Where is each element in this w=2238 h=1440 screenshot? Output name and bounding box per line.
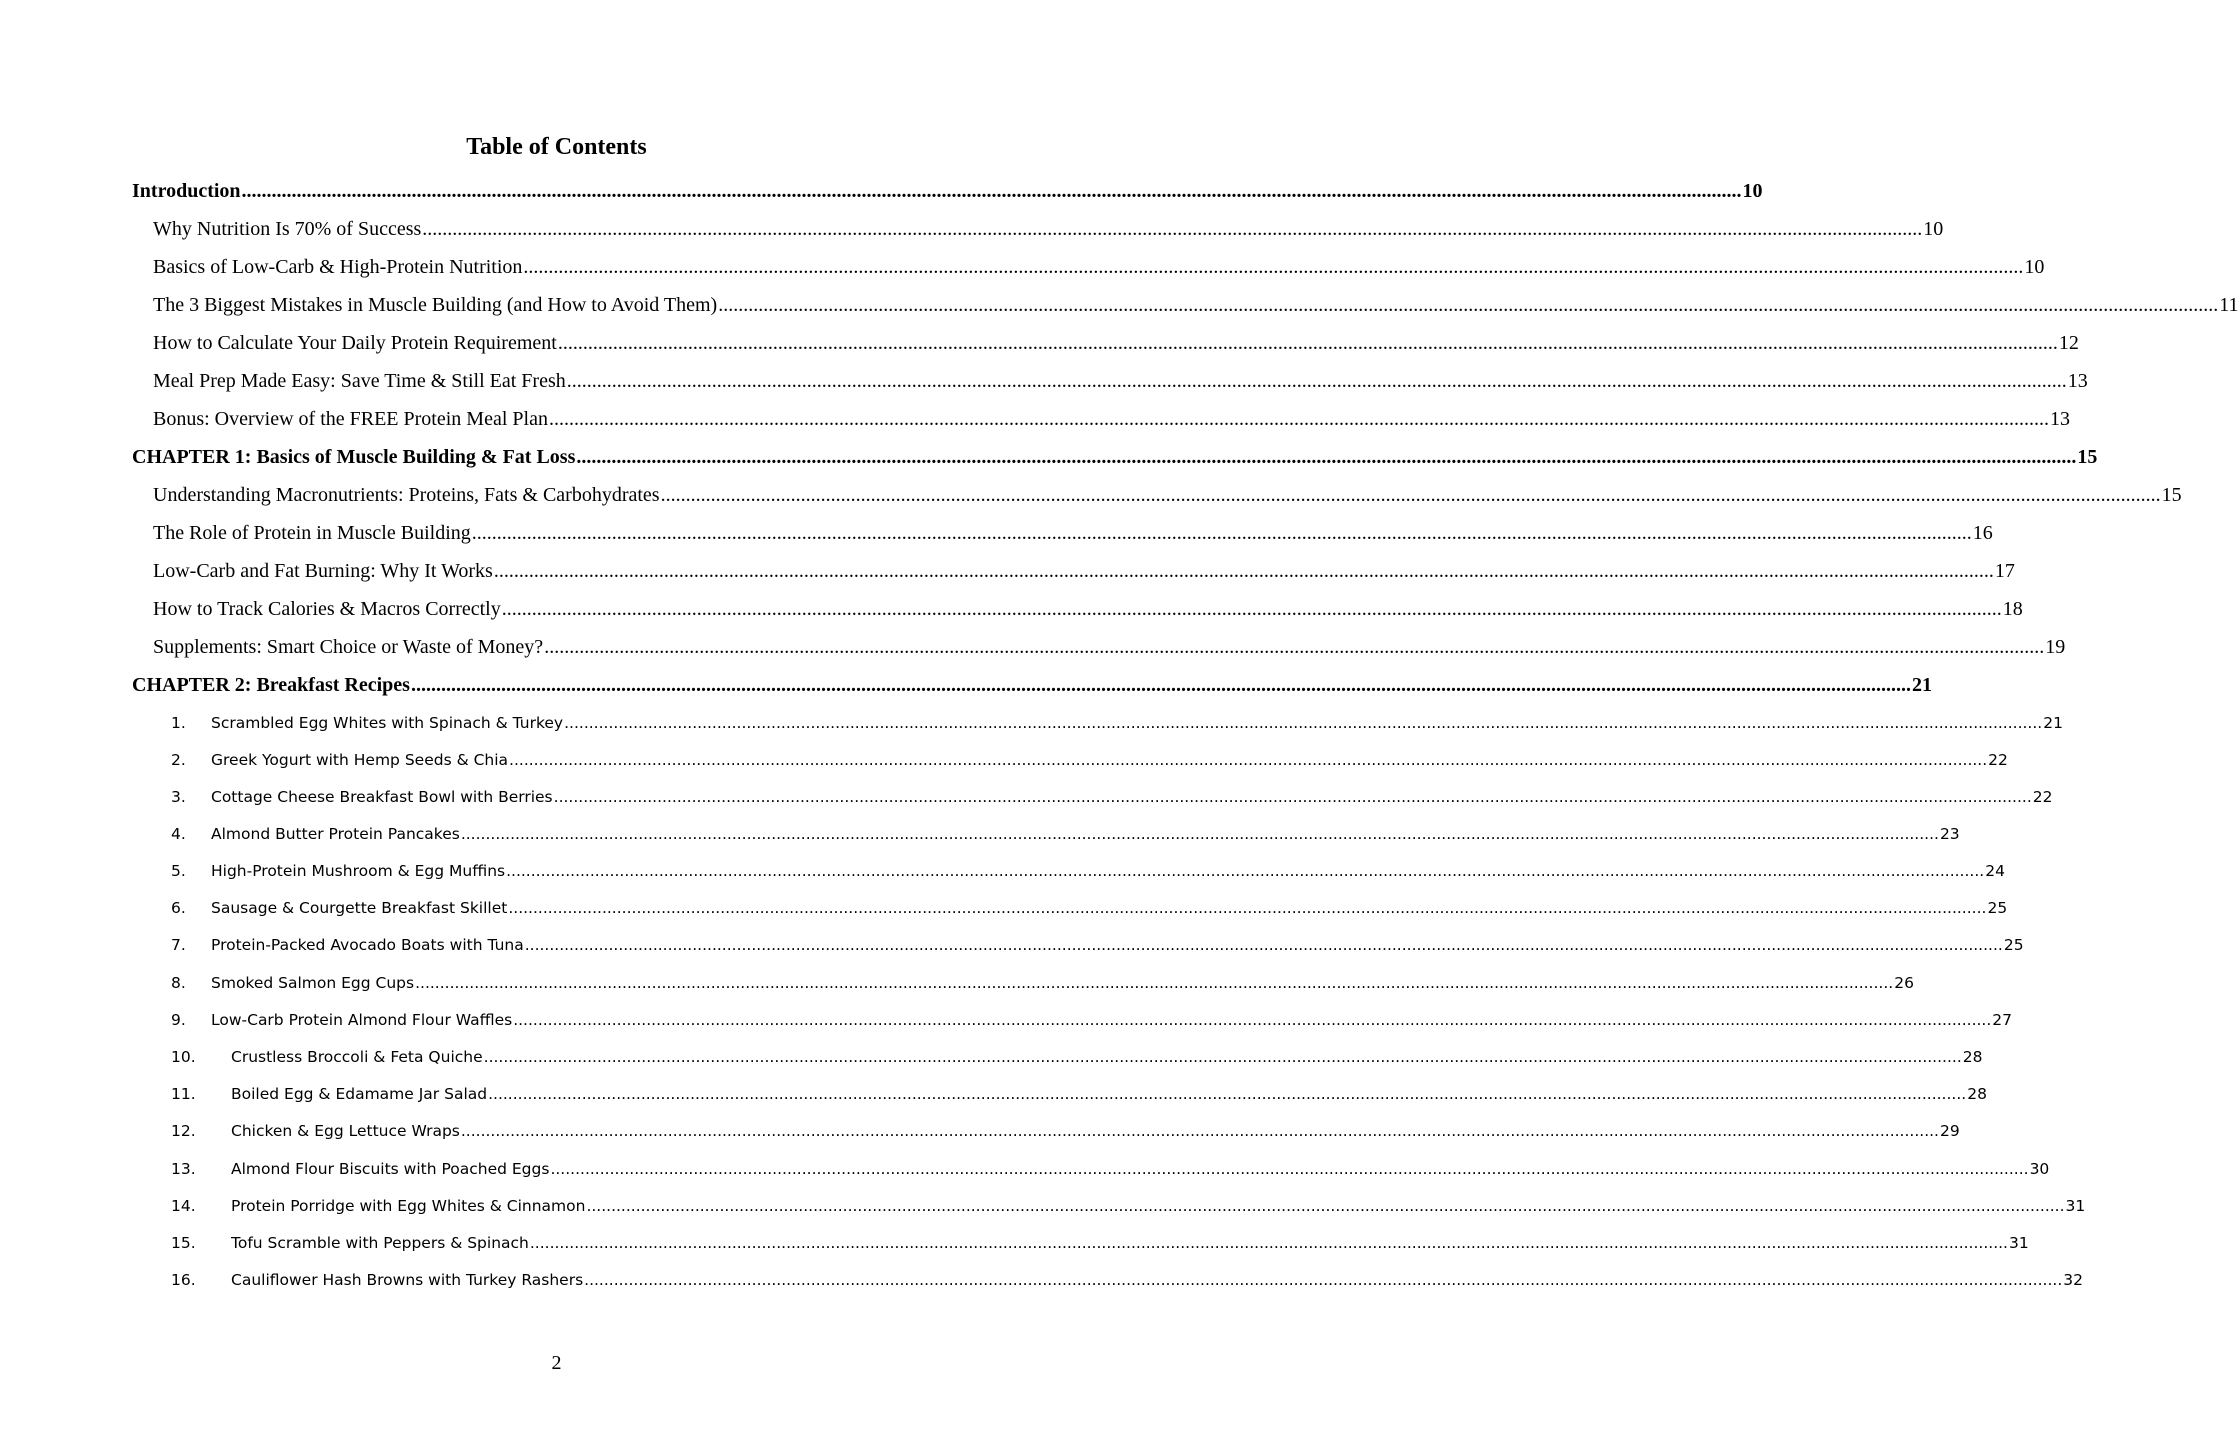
toc-entry-page: 28: [1962, 1048, 1983, 1066]
toc-entry-page: 25: [1987, 899, 2008, 917]
toc-entry-label: Why Nutrition Is 70% of Success: [153, 218, 422, 240]
toc-entry-page: 23: [1939, 825, 1960, 843]
toc-entry-label: Crustless Broccoli & Feta Quiche: [231, 1048, 483, 1066]
toc-entry-label: Basics of Low-Carb & High-Protein Nutrition: [153, 256, 523, 278]
dot-leader: ............................................................................................................................................................................................................................................................................................................: [483, 1048, 1962, 1066]
toc-entry-page: 10: [1742, 180, 1763, 202]
dot-leader: ............................................................................................................................................................................................................................................................................................................: [548, 408, 2049, 430]
toc-entry[interactable]: [0, 782, 2053, 812]
toc-entry[interactable]: [0, 856, 2005, 886]
toc-entry-label: High-Protein Mushroom & Egg Muffins: [211, 862, 506, 880]
dot-leader: ............................................................................................................................................................................................................................................................................................................: [576, 446, 2077, 468]
dot-leader: ............................................................................................................................................................................................................................................................................................................: [660, 484, 2161, 506]
toc-entry-label: Protein-Packed Avocado Boats with Tuna: [211, 936, 524, 954]
dot-leader: ............................................................................................................................................................................................................................................................................................................: [506, 862, 1985, 880]
toc-entry[interactable]: [0, 708, 2063, 738]
dot-leader: ............................................................................................................................................................................................................................................................................................................: [564, 714, 2043, 732]
toc-entry[interactable]: [0, 252, 2045, 282]
toc-entry[interactable]: [0, 1265, 2083, 1295]
toc-entry-page: 13: [2049, 408, 2070, 430]
toc-entry-number: 3.: [171, 788, 186, 806]
toc-entry-page: 21: [1911, 674, 1932, 696]
toc-entry-number: 1.: [171, 714, 186, 732]
toc-entry[interactable]: [0, 518, 1993, 548]
toc-entry-label: Chicken & Egg Lettuce Wraps: [231, 1122, 460, 1140]
dot-leader: ............................................................................................................................................................................................................................................................................................................: [488, 1085, 1967, 1103]
dot-leader: ............................................................................................................................................................................................................................................................................................................: [566, 370, 2067, 392]
toc-entry-label: Almond Butter Protein Pancakes: [211, 825, 460, 843]
toc-entry-label: Tofu Scramble with Peppers & Spinach: [231, 1234, 529, 1252]
toc-entry-number: 12.: [171, 1122, 196, 1140]
toc-entry-page: 19: [2045, 636, 2066, 658]
toc-entry-label: Supplements: Smart Choice or Waste of Money?: [153, 636, 544, 658]
toc-entry-page: 11: [2219, 294, 2238, 316]
toc-entry-label: Sausage & Courgette Breakfast Skillet: [211, 899, 508, 917]
toc-entry-page: 26: [1894, 974, 1914, 992]
toc-entry-page: 12: [2058, 332, 2079, 354]
toc-entry-label: Cauliflower Hash Browns with Turkey Rashers: [231, 1271, 584, 1289]
toc-entry-number: 15.: [171, 1234, 196, 1252]
toc-entry-label: CHAPTER 1: Basics of Muscle Building & Fat Loss: [132, 446, 576, 468]
toc-entry-page: 30: [2029, 1160, 2050, 1178]
toc-entry-page: 15: [2161, 484, 2182, 506]
dot-leader: ............................................................................................................................................................................................................................................................................................................: [501, 598, 2002, 620]
toc-entry[interactable]: [0, 290, 2238, 320]
toc-entry[interactable]: [0, 1116, 1960, 1146]
toc-entry[interactable]: [0, 1005, 2013, 1035]
toc-entry-label: Scrambled Egg Whites with Spinach & Turkey: [211, 714, 564, 732]
toc-entry-page: 31: [2065, 1197, 2086, 1215]
toc-entry-page: 17: [1994, 560, 2015, 582]
toc-entry-label: Almond Flour Biscuits with Poached Eggs: [231, 1160, 550, 1178]
toc-entry-page: 16: [1972, 522, 1993, 544]
toc-entry[interactable]: [0, 176, 1763, 206]
dot-leader: ............................................................................................................................................................................................................................................................................................................: [523, 256, 2024, 278]
toc-entry-number: 14.: [171, 1197, 196, 1215]
toc-entry-page: 32: [2063, 1271, 2083, 1289]
toc-entry-label: Meal Prep Made Easy: Save Time & Still Eat Fresh: [153, 370, 566, 392]
toc-entry-page: 13: [2067, 370, 2088, 392]
toc-entry-number: 16.: [171, 1271, 196, 1289]
toc-entry-number: 13.: [171, 1160, 196, 1178]
toc-entry-label: Introduction: [132, 180, 241, 202]
toc-entry-label: Protein Porridge with Egg Whites & Cinnamon: [231, 1197, 586, 1215]
toc-entry-label: Smoked Salmon Egg Cups: [211, 974, 415, 992]
toc-entry-number: 9.: [171, 1011, 186, 1029]
toc-entry-number: 10.: [171, 1048, 196, 1066]
dot-leader: ............................................................................................................................................................................................................................................................................................................: [513, 1011, 1992, 1029]
toc-entry-page: 31: [2008, 1234, 2029, 1252]
toc-entry[interactable]: [0, 1079, 1987, 1109]
toc-entry[interactable]: [0, 366, 2088, 396]
dot-leader: ............................................................................................................................................................................................................................................................................................................: [529, 1234, 2008, 1252]
toc-entry[interactable]: [0, 404, 2070, 434]
toc-entry[interactable]: [0, 1154, 2050, 1184]
dot-leader: ............................................................................................................................................................................................................................................................................................................: [718, 294, 2219, 316]
toc-entry[interactable]: [0, 1191, 2086, 1221]
toc-entry-page: 29: [1939, 1122, 1960, 1140]
toc-entry-label: Greek Yogurt with Hemp Seeds & Chia: [211, 751, 509, 769]
toc-entry-number: 8.: [171, 974, 186, 992]
toc-entry-number: 5.: [171, 862, 186, 880]
toc-entry[interactable]: [0, 968, 1914, 998]
toc-entry[interactable]: [0, 442, 2098, 472]
dot-leader: ............................................................................................................................................................................................................................................................................................................: [509, 751, 1988, 769]
toc-entry-page: 21: [2043, 714, 2063, 732]
toc-entry-label: CHAPTER 2: Breakfast Recipes: [132, 674, 410, 696]
toc-entry[interactable]: [0, 214, 1944, 244]
toc-entry-label: How to Calculate Your Daily Protein Requirement: [153, 332, 557, 354]
toc-entry-page: 28: [1967, 1085, 1987, 1103]
toc-entry-number: 6.: [171, 899, 186, 917]
toc-entry-page: 22: [2032, 788, 2053, 806]
toc-entry-number: 2.: [171, 751, 186, 769]
toc-entry-number: 7.: [171, 936, 186, 954]
toc-entry-page: 22: [1988, 751, 2008, 769]
toc-entry[interactable]: [0, 594, 2023, 624]
toc-entry-label: Bonus: Overview of the FREE Protein Meal Plan: [153, 408, 548, 430]
dot-leader: ............................................................................................................................................................................................................................................................................................................: [524, 936, 2003, 954]
toc-entry-page: 24: [1985, 862, 2005, 880]
dot-leader: ............................................................................................................................................................................................................................................................................................................: [422, 218, 1923, 240]
toc-entry-page: 27: [1992, 1011, 2013, 1029]
toc-entry-label: How to Track Calories & Macros Correctly: [153, 598, 501, 620]
toc-entry-label: The 3 Biggest Mistakes in Muscle Building (and How to Avoid Them): [153, 294, 718, 316]
toc-entry-label: The Role of Protein in Muscle Building: [153, 522, 471, 544]
dot-leader: ............................................................................................................................................................................................................................................................................................................: [544, 636, 2045, 658]
toc-entry[interactable]: [0, 1042, 1983, 1072]
dot-leader: ............................................................................................................................................................................................................................................................................................................: [553, 788, 2032, 806]
toc-entry-label: Low-Carb Protein Almond Flour Waffles: [211, 1011, 513, 1029]
dot-leader: ............................................................................................................................................................................................................................................................................................................: [415, 974, 1894, 992]
toc-entry[interactable]: [0, 930, 2024, 960]
dot-leader: ............................................................................................................................................................................................................................................................................................................: [460, 825, 1939, 843]
dot-leader: ............................................................................................................................................................................................................................................................................................................: [410, 674, 1911, 696]
toc-title: Table of Contents: [466, 134, 647, 160]
toc-entry-label: Understanding Macronutrients: Proteins, Fats & Carbohydrates: [153, 484, 660, 506]
toc-entry[interactable]: [0, 480, 2182, 510]
dot-leader: ............................................................................................................................................................................................................................................................................................................: [557, 332, 2058, 354]
toc-entry-page: 15: [2077, 446, 2098, 468]
dot-leader: ............................................................................................................................................................................................................................................................................................................: [550, 1160, 2029, 1178]
dot-leader: ............................................................................................................................................................................................................................................................................................................: [493, 560, 1994, 582]
toc-entry-page: 10: [1923, 218, 1944, 240]
dot-leader: ............................................................................................................................................................................................................................................................................................................: [241, 180, 1742, 202]
toc-entry[interactable]: [0, 893, 2008, 923]
toc-entry-label: Cottage Cheese Breakfast Bowl with Berries: [211, 788, 553, 806]
toc-entry-number: 11.: [171, 1085, 196, 1103]
toc-entry[interactable]: [0, 556, 2015, 586]
toc-entry-label: Low-Carb and Fat Burning: Why It Works: [153, 560, 493, 582]
toc-entry[interactable]: [0, 745, 2008, 775]
toc-entry[interactable]: [0, 819, 1960, 849]
dot-leader: ............................................................................................................................................................................................................................................................................................................: [460, 1122, 1939, 1140]
toc-entry-label: Boiled Egg & Edamame Jar Salad: [231, 1085, 488, 1103]
dot-leader: ............................................................................................................................................................................................................................................................................................................: [471, 522, 1972, 544]
dot-leader: ............................................................................................................................................................................................................................................................................................................: [586, 1197, 2065, 1215]
toc-entry-page: 25: [2003, 936, 2024, 954]
toc-entry[interactable]: [0, 670, 1932, 700]
page-number: 2: [551, 1352, 562, 1374]
toc-entry[interactable]: [0, 1228, 2029, 1258]
toc-entry[interactable]: [0, 632, 2066, 662]
dot-leader: ............................................................................................................................................................................................................................................................................................................: [508, 899, 1987, 917]
dot-leader: ............................................................................................................................................................................................................................................................................................................: [584, 1271, 2063, 1289]
toc-entry-page: 18: [2002, 598, 2023, 620]
toc-entry-page: 10: [2024, 256, 2045, 278]
toc-entry-number: 4.: [171, 825, 186, 843]
toc-entry[interactable]: [0, 328, 2079, 358]
